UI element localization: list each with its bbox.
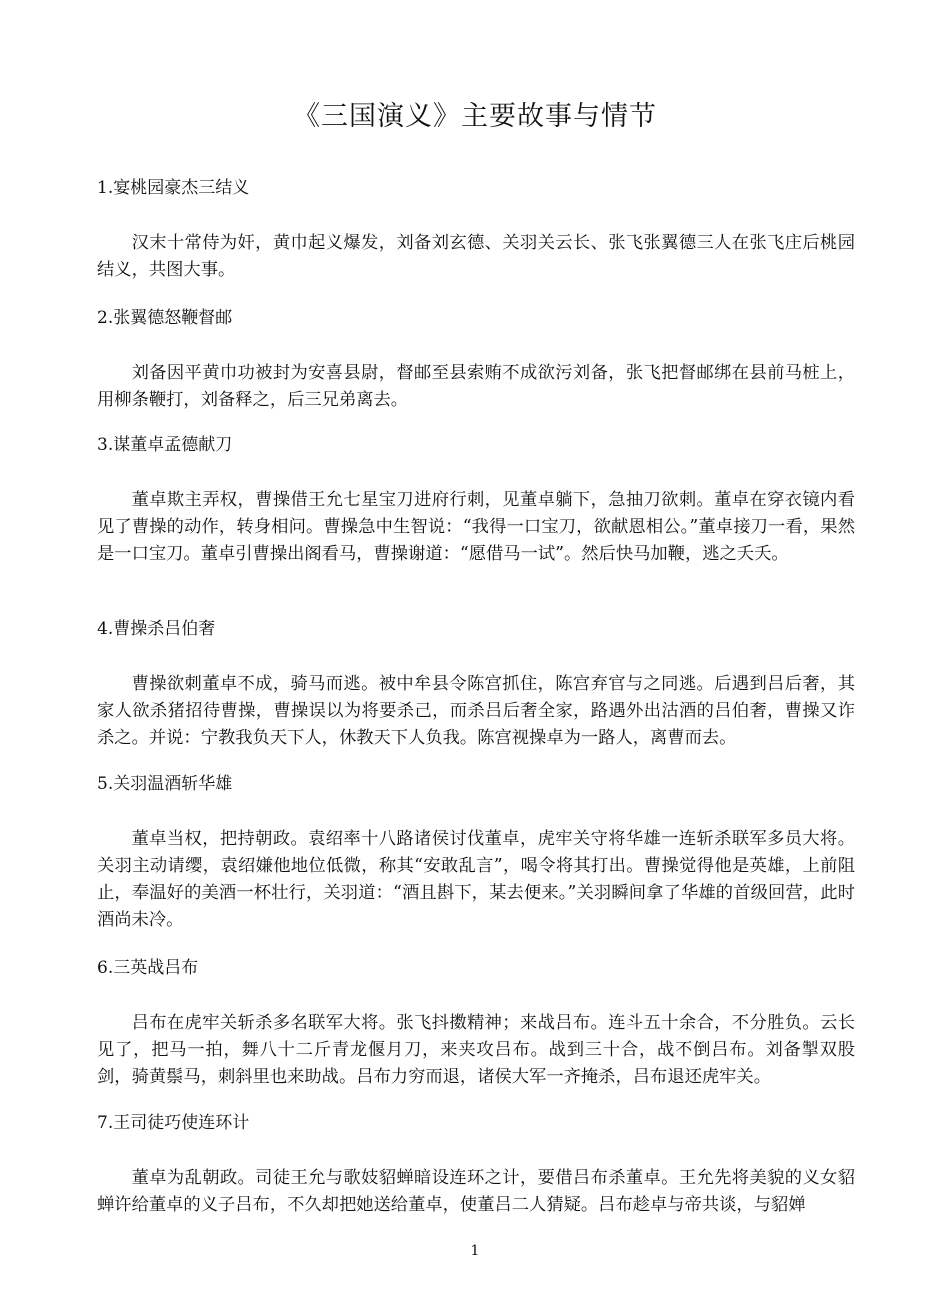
section-body: 汉末十常侍为奸，黄巾起义爆发，刘备刘玄德、关羽关云长、张飞张翼德三人在张飞庄后桃园结义，共图大事。 (97, 233, 855, 280)
section-3 (97, 433, 855, 568)
section-heading: 1.宴桃园豪杰三结义 (97, 178, 250, 198)
section-body: 刘备因平黄巾功被封为安喜县尉，督邮至县索贿不成欲污刘备，张飞把督邮绑在县前马桩上，用柳条鞭打，刘备释之，后三兄弟离去。 (97, 363, 855, 410)
section-heading: 5.关羽温酒斩华雄 (97, 774, 233, 794)
section-heading: 6.三英战吕布 (97, 958, 199, 978)
section-body: 曹操欲刺董卓不成，骑马而逃。被中牟县令陈宫抓住，陈宫弃官与之同逃。后遇到吕后奢，其家人欲杀猪招待曹操，曹操误以为将要杀己，而杀吕后奢全家，路遇外出沽酒的吕伯奢，曹操又诈杀之。并说：宁教我负天下人，休教天下人负我。陈宫视操卓为一路人，离曹而去。 (97, 674, 855, 748)
section-6 (97, 956, 855, 1091)
section-4 (97, 617, 855, 752)
section-7 (97, 1111, 855, 1219)
document-title: 《三国演义》主要故事与情节 (293, 101, 657, 132)
section-body: 吕布在虎牢关斩杀多名联军大将。张飞抖擞精神；来战吕布。连斗五十余合，不分胜负。云长见了，把马一拍，舞八十二斤青龙偃月刀，来夹攻吕布。战到三十合，战不倒吕布。刘备掣双股剑，骑黄鬃马，刺斜里也来助战。吕布力穷而退，诸侯大军一齐掩杀，吕布退还虎牢关。 (97, 1013, 855, 1087)
section-heading: 2.张翼德怒鞭督邮 (97, 308, 233, 328)
section-1 (97, 176, 855, 284)
section-2 (97, 306, 855, 414)
section-heading: 7.王司徒巧使连环计 (97, 1113, 250, 1133)
section-body: 董卓欺主弄权，曹操借王允七星宝刀进府行刺，见董卓躺下，急抽刀欲刺。董卓在穿衣镜内看见了曹操的动作，转身相问。曹操急中生智说：“我得一口宝刀，欲献恩相公。”董卓接刀一看，果然是一口宝刀。董卓引曹操出阁看马，曹操谢道：“愿借马一试”。然后快马加鞭，逃之夭夭。 (97, 490, 855, 564)
section-body: 董卓为乱朝政。司徒王允与歌妓貂蝉暗设连环之计，要借吕布杀董卓。王允先将美貌的义女貂蝉许给董卓的义子吕布，不久却把她送给董卓，使董吕二人猜疑。吕布趁卓与帝共谈，与貂婵 (97, 1168, 855, 1215)
section-body: 董卓当权，把持朝政。袁绍率十八路诸侯讨伐董卓，虎牢关守将华雄一连斩杀联军多员大将。关羽主动请缨，袁绍嫌他地位低微，称其“安敢乱言”，喝令将其打出。曹操觉得他是英雄，上前阻止，奉温好的美酒一杯壮行，关羽道：“酒且斟下，某去便来。”关羽瞬间拿了华雄的首级回营，此时酒尚未冷。 (97, 829, 855, 930)
section-5 (97, 772, 855, 934)
section-heading: 3.谋董卓孟德献刀 (97, 435, 233, 455)
section-heading: 4.曹操杀吕伯奢 (97, 619, 216, 639)
page-number: 1 (470, 1243, 480, 1259)
